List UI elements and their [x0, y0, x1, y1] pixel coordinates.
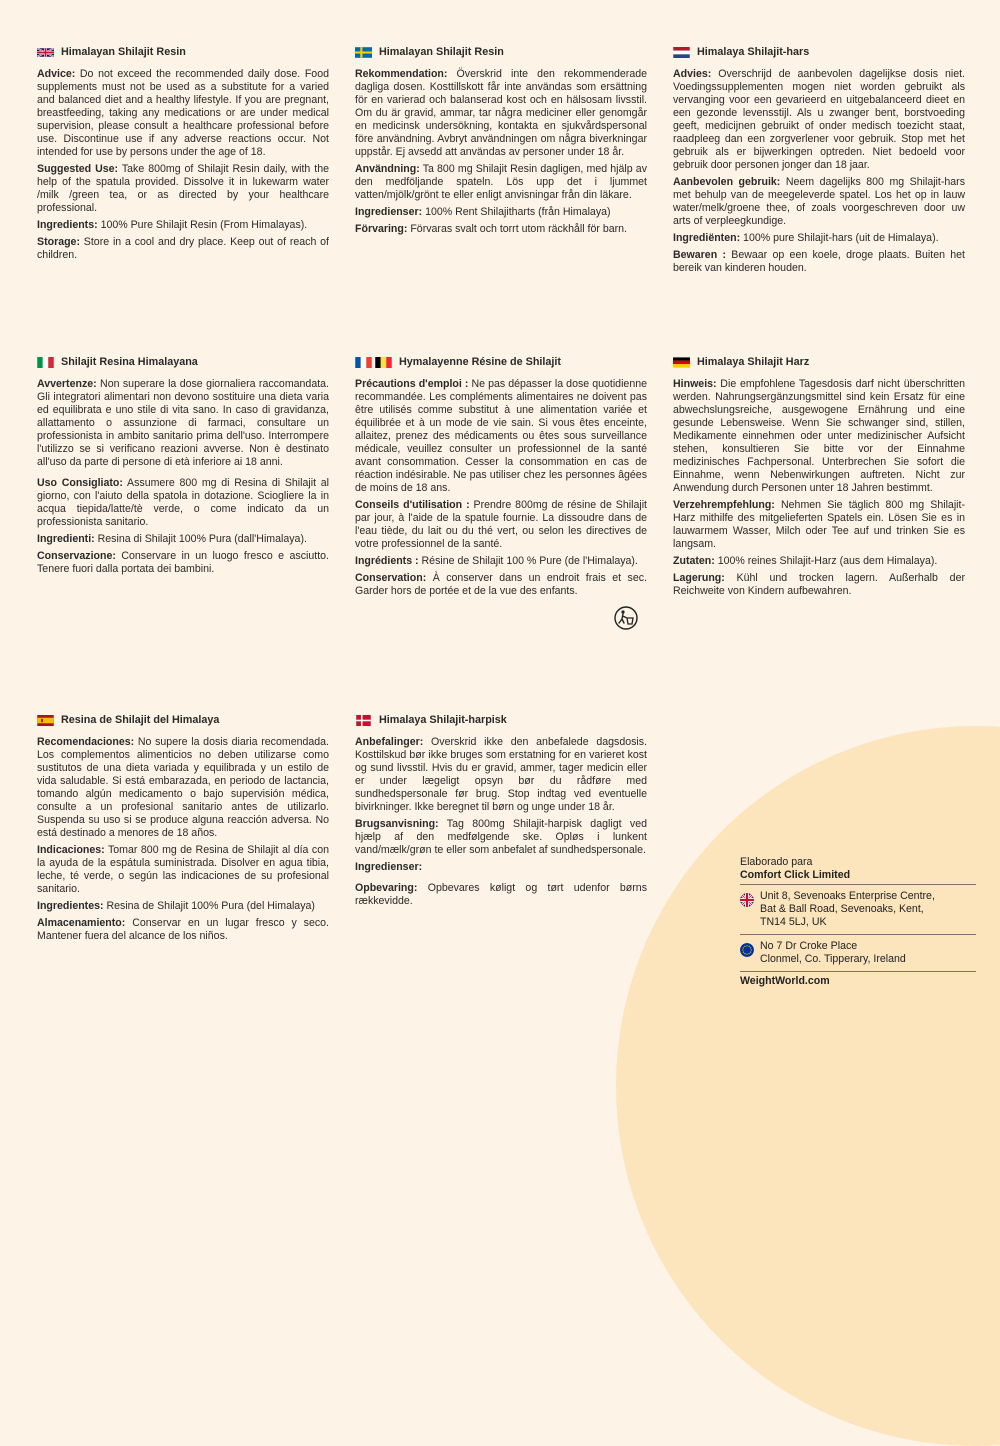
panel-title: Hymalayenne Résine de Shilajit: [399, 356, 562, 368]
panel-english: [37, 46, 329, 266]
uk-flag-icon: [740, 893, 754, 907]
advice-text: Hinweis: Die empfohlene Tagesdosis darf nicht überschritten werden. Nahrungsergänzungsmittel sind kein Ersatz für eine abwechslungsreiche, ausgewogene Ernährung und eine gesunde Lebensweise. Wenn Sie schwanger sind, stillen, Medikamente einnehmen oder unter medizinischer Aufsicht stehen, konsultieren Sie bitte vor der Einnahme medizinisches Fachpersonal. Unterbrechen Sie sofort die Einnahme, wenn Nebenwirkungen auftreten. Nicht zur Anwendung durch Personen unter 18 Jahren bestimmt.: [673, 378, 965, 494]
divider: [740, 971, 976, 972]
use-text: Aanbevolen gebruik: Neem dagelijks 800 mg Shilajit-hars met behulp van de meegeleverde spatel. Los het op in lauw water/melk/groene thee, of zoals voorgeschreven door uw arts of verpleegkundige.: [673, 176, 965, 227]
panel-french: [355, 356, 647, 602]
germany-flag-icon: [673, 357, 690, 368]
website-link[interactable]: WeightWorld.com: [740, 975, 830, 987]
ingredients-text: Ingrediënten: 100% pure Shilajit-hars (uit de Himalaya).: [673, 232, 939, 244]
uk-flag-icon: [37, 47, 54, 58]
use-text: Conseils d'utilisation : Prendre 800mg de résine de Shilajit par jour, à l'aide de la spatule fournie. La dissoudre dans de l'eau tiède, du lait ou du thé vert, ou selon les directives de votre professionnel de la santé.: [355, 499, 647, 550]
panel-title: Himalayan Shilajit Resin: [61, 46, 186, 58]
advice-text: Anbefalinger: Overskrid ikke den anbefalede dagsdosis. Kosttilskud bør ikke bruges som erstatning for en varieret kost og sund livsstil. Hvis du er gravid, ammer, tager medicin eller er under lægeligt opsyn bør du rådføre med sundhedspersonale før brug. Stop indtag ved eventuelle bivirkninger. Ikke beregnet til børn og unge under 18 år.: [355, 736, 647, 813]
panel-title: Himalaya Shilajit Harz: [697, 356, 810, 368]
belgium-flag-icon: [375, 357, 392, 368]
made-for-label: Elaborado para: [740, 856, 813, 868]
divider: [740, 934, 976, 935]
panel-title: Shilajit Resina Himalayana: [61, 356, 198, 368]
advice-text: Précautions d'emploi : Ne pas dépasser la dose quotidienne recommandée. Les compléments alimentaires ne doivent pas être utilisés comme substitut à une alimentation variée et équilibrée et à un mode de vie sain. Si vous êtes enceinte, allaitez, prenez des médicaments ou êtes sous surveillance médicale, veuillez consulter un professionnel de la santé avant consommation. Cesser la consommation en cas de réaction indésirable. Ne pas utiliser chez les personnes âgées de moins de 18 ans.: [355, 378, 647, 494]
panel-dutch: [673, 46, 965, 279]
panel-italian: [37, 356, 329, 580]
panel-header: [37, 356, 329, 368]
netherlands-flag-icon: [673, 47, 690, 58]
panel-title: Resina de Shilajit del Himalaya: [61, 714, 220, 726]
uk-address-line-2: Bat & Ball Road, Sevenoaks, Kent,: [760, 903, 924, 915]
panel-header: [355, 46, 647, 58]
ingredients-text: Zutaten: 100% reines Shilajit-Harz (aus dem Himalaya).: [673, 555, 938, 567]
storage-text: Storage: Store in a cool and dry place. Keep out of reach of children.: [37, 236, 329, 261]
uk-address-line-3: TN14 5LJ, UK: [760, 916, 827, 928]
panel-header: [37, 714, 329, 726]
panel-header: [37, 46, 329, 58]
panel-header: [673, 46, 965, 58]
ingredients-text: Ingredienti: Resina di Shilajit 100% Pura (dall'Himalaya).: [37, 533, 307, 545]
eu-address-line-2: Clonmel, Co. Tipperary, Ireland: [760, 953, 906, 965]
panel-header: [355, 714, 647, 726]
france-flag-icon: [355, 357, 372, 368]
panel-swedish: [355, 46, 647, 240]
eu-address-line-1: No 7 Dr Croke Place: [760, 940, 858, 952]
panel-german: [673, 356, 965, 602]
ingredients-text: Ingredienser: 100% Rent Shilajitharts (från Himalaya): [355, 206, 611, 218]
panel-title: Himalayan Shilajit Resin: [379, 46, 504, 58]
panel-title: Himalaya Shilajit-hars: [697, 46, 810, 58]
storage-text: Conservation: À conserver dans un endroit frais et sec. Garder hors de portée et de la vue des enfants.: [355, 572, 647, 597]
use-text: Användning: Ta 800 mg Shilajit Resin dagligen, med hjälp av den medföljande spateln. Lös upp det i ljummet vatten/mjölk/grönt te eller enligt anvisningar från din läkare.: [355, 163, 647, 201]
storage-text: Almacenamiento: Conservar en un lugar fresco y seco. Mantener fuera del alcance de los niños.: [37, 917, 329, 942]
storage-text: Conservazione: Conservare in un luogo fresco e asciutto. Tenere fuori dalla portata dei bambini.: [37, 550, 329, 575]
use-text: Uso Consigliato: Assumere 800 mg di Resina di Shilajit al giorno, con l'aiuto della spatola in dotazione. Sciogliere la in acqua tiepida/latte/tè verde, o come indicato da un professionista sanitario.: [37, 477, 329, 528]
use-text: Verzehrempfehlung: Nehmen Sie täglich 800 mg Shilajit-Harz mithilfe des mitgelieferten Spatels ein. Lösen Sie es in lauwarmem Wasser, Milch oder Tee auf und trinken Sie es langsam.: [673, 499, 965, 550]
uk-address-line-1: Unit 8, Sevenoaks Enterprise Centre,: [760, 890, 935, 902]
advice-text: Recomendaciones: No supere la dosis diaria recomendada. Los complementos alimenticios no deben utilizarse como sustitutos de una dieta variada y equilibrada y un estilo de vida saludable. Si está embarazada, en periodo de lactancia, tomando algún medicamento o bajo supervisión médica, consulte a un profesional sanitario antes de utilizarlo. Suspenda su uso si se produce alguna reacción adversa. No está destinado a menores de 18 años.: [37, 736, 329, 839]
panel-danish: [355, 714, 647, 912]
spain-flag-icon: [37, 715, 54, 726]
ingredients-text: Ingredientes: Resina de Shilajit 100% Pura (del Himalaya): [37, 900, 315, 912]
panel-title: Himalaya Shilajit-harpisk: [379, 714, 507, 726]
advice-text: Rekommendation: Överskrid inte den rekommenderade dagliga dosen. Kosttillskott får inte användas som ersättning för en varierad och balanserad kost och en hälsosam livsstil. Om du är gravid, ammar, tar några mediciner eller genomgår en medicinsk undersökning, kontakta en sjukvårdspersonal före användning. Avbryt användningen om några biverkningar uppstår. Ej avsedd att användas av personer under 18 år.: [355, 68, 647, 158]
uk-address: [740, 887, 976, 932]
recycle-bin-icon: [614, 606, 638, 630]
eu-flag-icon: [740, 943, 754, 957]
manufacturer-info: [740, 856, 976, 988]
denmark-flag-icon: [355, 715, 372, 726]
storage-text: Förvaring: Förvaras svalt och torrt utom räckhåll för barn.: [355, 223, 627, 235]
panel-spanish: [37, 714, 329, 947]
storage-text: Lagerung: Kühl und trocken lagern. Außerhalb der Reichweite von Kindern aufbewahren.: [673, 572, 965, 597]
eu-address: [740, 937, 976, 969]
use-text: Suggested Use: Take 800mg of Shilajit Resin daily, with the help of the spatula provided. Dissolve it in lukewarm water /milk /green tea, or as directed by your healthcare professional.: [37, 163, 329, 214]
use-text: Brugsanvisning: Tag 800mg Shilajit-harpisk dagligt ved hjælp af den medfølgende ske. Opløs i lunkent vand/mælk/grøn te eller som anbefalet af sundhedspersonale.: [355, 818, 647, 856]
advice-text: Advies: Overschrijd de aanbevolen dagelijkse dosis niet. Voedingssupplementen mogen niet worden gebruikt als vervanging voor een gevarieerd en uitgebalanceerd dieet en een gezonde levensstijl. Als u zwanger bent, borstvoeding geeft, medicijnen gebruikt of onder medisch toezicht staat, raadpleeg dan een zorgverlener voor gebruik. Stop met het gebruik als er bijwerkingen optreden. Niet bedoeld voor gebruik door personen jonger dan 18 jaar.: [673, 68, 965, 171]
company-name: Comfort Click Limited: [740, 869, 851, 881]
storage-text: Opbevaring: Opbevares køligt og tørt udenfor børns rækkevidde.: [355, 882, 647, 907]
divider: [740, 884, 976, 885]
storage-text: Bewaren : Bewaar op een koele, droge plaats. Buiten het bereik van kinderen houden.: [673, 249, 965, 274]
decorative-circle: [616, 726, 1000, 1446]
ingredients-text: Ingredients: 100% Pure Shilajit Resin (From Himalayas).: [37, 219, 308, 231]
panel-header: [673, 356, 965, 368]
advice-text: Advice: Do not exceed the recommended daily dose. Food supplements must not be used as a substitute for a varied and balanced diet and a healthy lifestyle. If you are pregnant, breastfeeding, taking any medications or are under medical supervision, please consult a healthcare professional before use. Discontinue use if any adverse reactions occur. Not intended for use by persons under the age of 18.: [37, 68, 329, 158]
ingredients-text: Ingredienser:: [355, 861, 423, 873]
ingredients-text: Ingrédients : Résine de Shilajit 100 % Pure (de l'Himalaya).: [355, 555, 638, 567]
use-text: Indicaciones: Tomar 800 mg de Resina de Shilajit al día con la ayuda de la espátula suministrada. Disolver en agua tibia, leche, té verde, o según las indicaciones de su profesional sanitario.: [37, 844, 329, 895]
advice-text: Avvertenze: Non superare la dose giornaliera raccomandata. Gli integratori alimentari non devono sostituire una dieta varia ed equilibrata e uno stile di vita sano. In caso di gravidanza, allattamento o assunzione di farmaci, consultare un professionista in ambito sanitario prima dell'uso. Interrompere l'utilizzo se si verificano reazioni avverse. Non è destinato all'uso da parte di persone di età inferiore ai 18 anni.: [37, 378, 329, 468]
italy-flag-icon: [37, 357, 54, 368]
panel-header: [355, 356, 647, 368]
sweden-flag-icon: [355, 47, 372, 58]
